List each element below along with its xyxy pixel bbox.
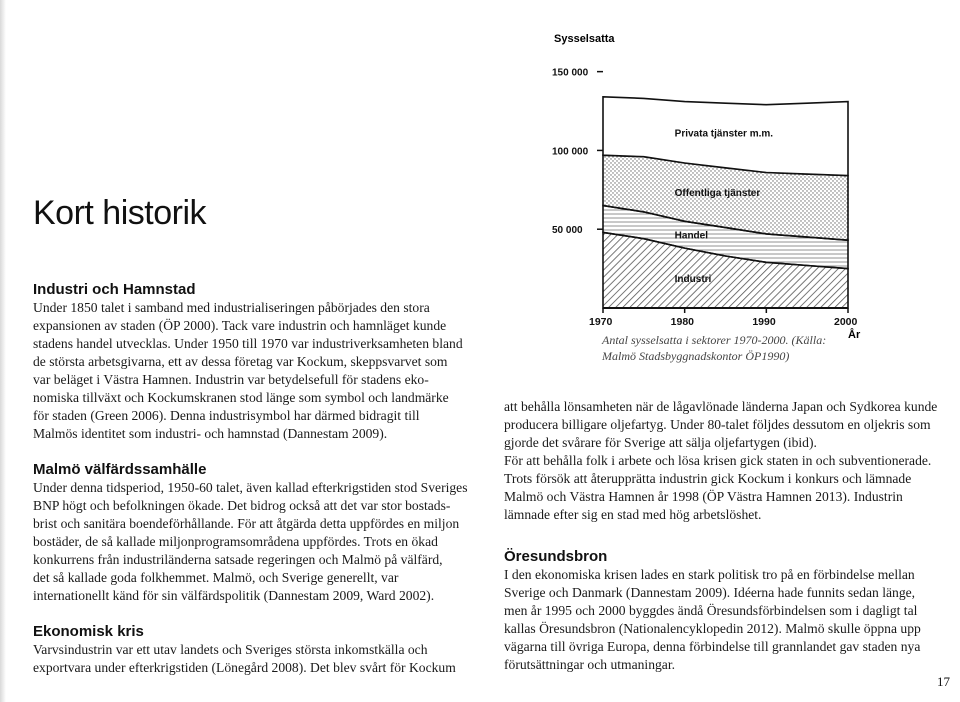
text-line: förutsättningar och utmaningar. (504, 657, 676, 672)
series-label: Privata tjänster m.m. (674, 128, 774, 140)
section-body-oresund (504, 566, 959, 674)
series-label: Handel (674, 230, 709, 242)
page-number: 17 (937, 674, 950, 689)
series-label: Industri (674, 274, 712, 286)
section-heading-valfard: Malmö välfärdssamhälle (33, 461, 207, 478)
text-line: lämnade efter sig en stad med hög arbetslöshet. (504, 507, 762, 522)
x-tick-label: 2000 (834, 316, 858, 328)
page-edge-shadow (0, 0, 6, 702)
text-line: stadens handel utvecklas. Under 1950 till 1970 var industriverksamheten bland (33, 336, 463, 351)
employment-chart (548, 28, 870, 344)
x-tick-label: 1990 (752, 316, 776, 328)
text-line: vägarna till övriga Europa, denna förbindelse till grannlandet gav staden nya (504, 639, 921, 654)
left-column (33, 281, 488, 677)
text-line: Varvsindustrin var ett utav landets och Sveriges största inkomstkälla och (33, 642, 428, 657)
text-line: att behålla lönsamheten när de lågavlönade länderna Japan och Sydkorea kunde (504, 399, 938, 414)
text-line: konkurrens från industriländerna satsade regeringen och Malmö på välfärd, (33, 552, 443, 567)
text-line: Under denna tidsperiod, 1950-60 talet, även kallad efterkrigstiden stod Sveriges (33, 480, 468, 495)
page-title: Kort historik (33, 194, 206, 232)
x-tick-label: 1980 (670, 316, 695, 328)
text-line: internationellt känd för sin välfärdspolitik (Dannestam 2009, Ward 2002). (33, 588, 435, 603)
chart-title: Sysselsatta (554, 33, 615, 45)
right-column (504, 398, 959, 674)
text-line: producera billigare oljefartyg. Under 80-talet följdes dessutom en oljekris som (504, 417, 931, 432)
text-line: de största arbetsgivarna, ett av dessa företag var Kockum, skeppsvarvet som (33, 354, 448, 369)
text-line: Trots försök att återupprätta industrin gick Kockum i konkurs och lämnade (504, 471, 912, 486)
text-line: Sverige och Danmark (Dannestam 2009). Idéerna hade funnits sedan länge, (504, 585, 916, 600)
text-line: För att behålla folk i arbete och lösa krisen gick staten in och subventionerade. (504, 453, 932, 468)
y-tick-label: 50 000 (552, 225, 583, 237)
x-axis-label: År (848, 329, 861, 341)
text-line: det så kallade goda folkhemmet. Malmö, och Sverige generellt, var (33, 570, 399, 585)
text-line: kallas Öresundsbron (Nationalencyklopedin 2012). Malmö skulle öppna upp (504, 621, 921, 636)
text-line: Malmö och Västra Hamnen år 1998 (ÖP Västra Hamnen 2013). Industrin (504, 489, 903, 504)
text-line: var beläget i Västra Hamnen. Industrin var betydelsefull för stadens eko- (33, 372, 429, 387)
y-tick-label: 150 000 (552, 67, 589, 79)
section-body-industri (33, 299, 488, 443)
text-line: för staden (Green 2006). Denna industrisymbol har därmed bidragit till (33, 408, 420, 423)
text-line: brist och sanitära boendeförhållande. För att åtgärda detta uppfördes en miljon (33, 516, 460, 531)
text-line: exportvara under efterkrigstiden (Lönegård 2008). Det blev svårt för Kockum (33, 660, 456, 675)
section-heading-kris: Ekonomisk kris (33, 623, 144, 640)
text-line: men år 1995 och 2000 byggdes ändå Öresundsförbindelsen som i dagligt tal (504, 603, 918, 618)
text-line: nomiska tillväxt och Kockumskranen stod länge som symbol och landmärke (33, 390, 449, 405)
text-line: I den ekonomiska krisen lades en stark politisk tro på en förbindelse mellan (504, 567, 915, 582)
y-tick-label: 100 000 (552, 146, 589, 158)
text-line: Malmös identitet som industri- och hamnstad (Dannestam 2009). (33, 426, 388, 441)
text-line: expansionen av staden (ÖP 2000). Tack vare industrin och hamnläget kunde (33, 318, 447, 333)
section-body-valfard (33, 479, 488, 605)
section-body-kris (33, 641, 488, 677)
text-line: Under 1850 talet i samband med industrialiseringen påbörjades den stora (33, 300, 430, 315)
text-line: bostäder, de så kallade miljonprogramsområdena uppfördes. Trots en ökad (33, 534, 438, 549)
text-line: gjorde det svårare för Sverige att sälja oljefartygen (ibid). (504, 435, 817, 450)
caption-line: Malmö Stadsbyggnadskontor ÖP1990) (602, 349, 790, 363)
caption-line: Antal sysselsatta i sektorer 1970-2000. (Källa: (602, 333, 827, 347)
text-line: BNP högt och befolkningen ökade. Det bidrog också att det var stor bostads- (33, 498, 451, 513)
figure-caption (602, 332, 862, 364)
section-heading-oresund: Öresundsbron (504, 548, 608, 565)
section-body-kris-continued (504, 398, 959, 524)
x-tick-label: 1970 (589, 316, 613, 328)
series-label: Offentliga tjänster (674, 188, 761, 200)
section-heading-industri: Industri och Hamnstad (33, 281, 196, 298)
